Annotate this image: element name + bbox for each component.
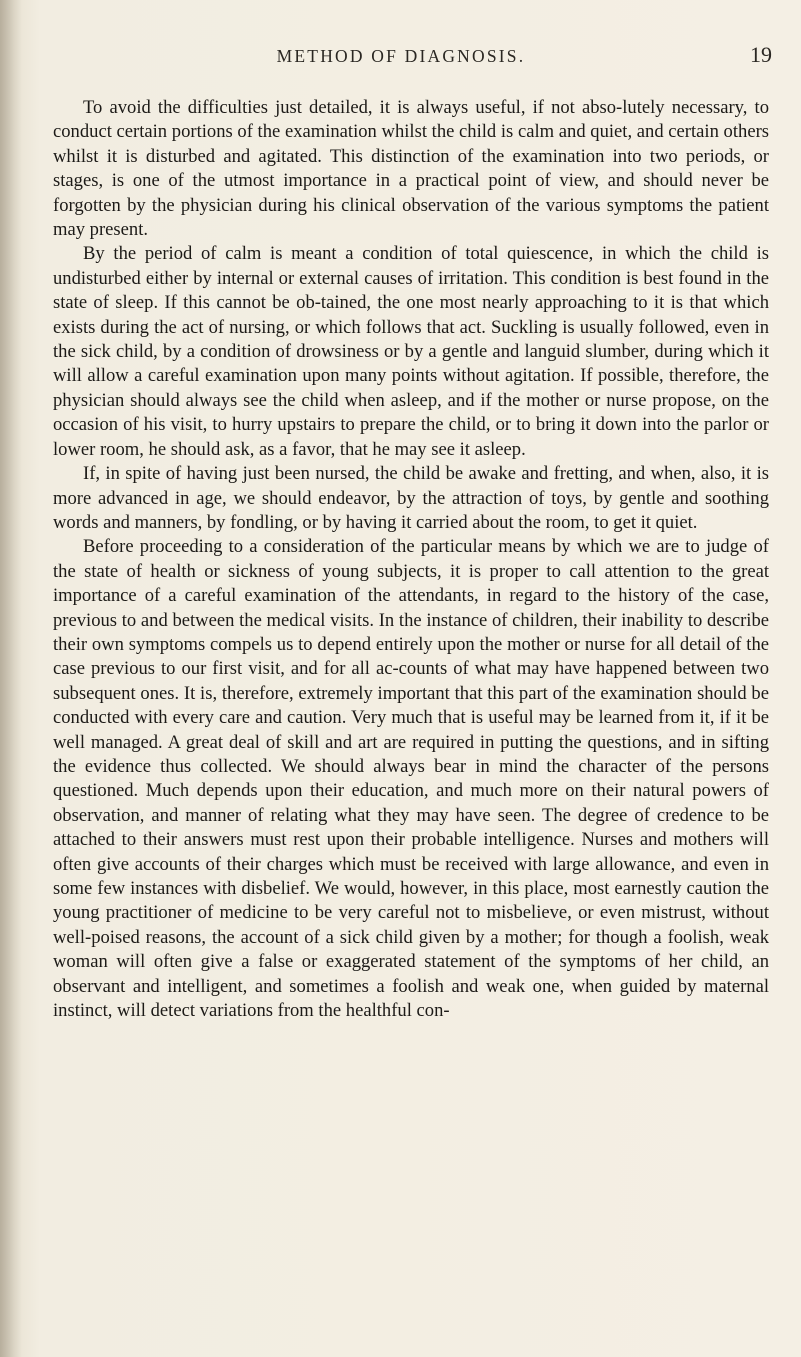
paragraph-1: To avoid the difficulties just detailed, it is always useful, if not abso-lutely necessary, to conduct certain portions of the examination whilst the child is calm and quiet, and certain others whilst it is disturbed and agitated. This distinction of the examination into two periods, or stages, is one of the utmost importance in a practical point of view, and should never be forgotten by the physician during his clinical observation of the various symptoms the patient may present. [53, 97, 769, 241]
paragraph-2: By the period of calm is meant a condition of total quiescence, in which the child is undisturbed either by internal or external causes of irritation. This condition is best found in the state of sleep. If this cannot be ob-tained, the one most nearly approaching to it is that which exists during the act of nursing, or which follows that act. Suckling is usually followed, even in the sick child, by a condition of drowsiness or by a gentle and languid slumber, during which it will allow a careful examination upon many points without agitation. If possible, therefore, the physician should always see the child when asleep, and if the mother or nurse propose, on the occasion of his visit, to hurry upstairs to prepare the child, or to bring it down into the parlor or lower room, he should ask, as a favor, that he may see it asleep. [53, 243, 769, 460]
gutter-shadow [0, 0, 22, 1357]
paragraph-4: Before proceeding to a consideration of the particular means by which we are to judge of the state of health or sickness of young subjects, it is proper to call attention to the great importance of a careful examination of the attendants, in regard to the history of the case, previous to and between the medical visits. In the instance of children, their inability to describe their own symptoms compels us to depend entirely upon the mother or nurse for all detail of the case previous to our first visit, and for all ac-counts of what may have happened between two subsequent ones. It is, therefore, extremely important that this part of the examination should be conducted with every care and caution. Very much that is useful may be learned from it, if it be well managed. A great deal of skill and art are required in putting the questions, and in sifting the evidence thus collected. We should always bear in mind the character of the persons questioned. Much depends upon their education, and much more on their natural powers of observation, and manner of relating what they may have seen. The degree of credence to be attached to their answers must rest upon their probable intelligence. Nurses and mothers will often give accounts of their charges which must be received with large allowance, and even in some few instances with disbelief. We would, however, in this place, most earnestly caution the young practitioner of medicine to be very careful not to misbelieve, or even mistrust, without well-poised reasons, the account of a sick child given by a mother; for though a foolish, weak woman will often give a false or exaggerated statement of the symptoms of her child, an observant and intelligent, and sometimes a foolish and weak one, when guided by maternal instinct, will detect variations from the healthful con- [53, 536, 769, 1022]
page-number: 19 [750, 42, 772, 67]
body-text [53, 96, 769, 1023]
running-head: METHOD OF DIAGNOSIS. [276, 46, 526, 66]
paragraph-3: If, in spite of having just been nursed, the child be awake and fretting, and when, also, it is more advanced in age, we should endeavor, by the attraction of toys, by gentle and soothing words and manners, by fondling, or by having it carried about the room, to get it quiet. [53, 463, 769, 533]
